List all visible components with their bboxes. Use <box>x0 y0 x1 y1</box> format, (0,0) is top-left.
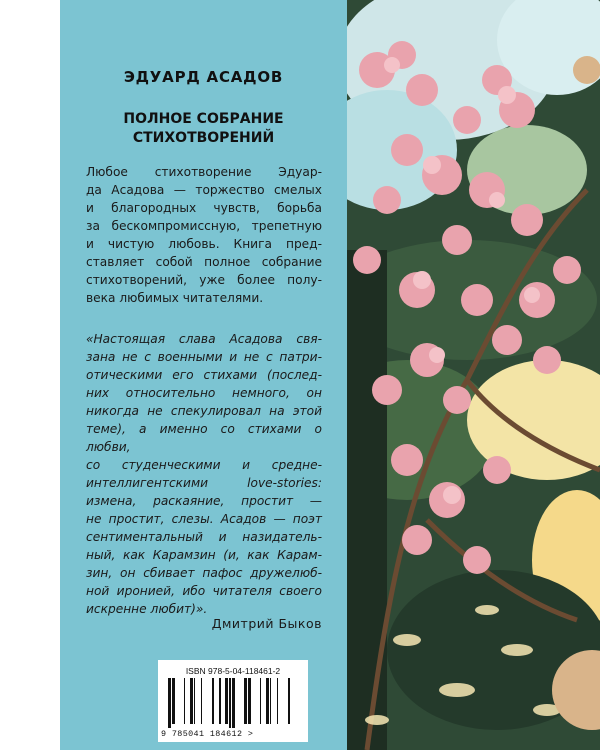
barcode-bar <box>266 678 269 724</box>
quote-line: интеллигентскими love-stories: <box>86 476 322 490</box>
quote-line: теме), а именно со стихами о любви, <box>86 422 322 454</box>
barcode-bar <box>270 678 271 724</box>
quote-line: зана не с военными и не с патри- <box>86 350 322 364</box>
quote-line: зин, он сбивает пафос дружелюб- <box>86 566 322 580</box>
blurb-line: за бескомпромиссную, трепетную <box>86 219 322 233</box>
barcode-bar <box>212 678 214 724</box>
quote-line: никогда не спекулировал на этой <box>86 404 322 418</box>
barcode-bar <box>201 678 202 724</box>
blurb-line: и благородных чувств, борьба <box>86 201 322 215</box>
barcode-bar <box>229 678 231 728</box>
barcode-bar <box>277 678 278 724</box>
book-title <box>60 110 347 148</box>
book-title-line-1: ПОЛНОЕ СОБРАНИЕ <box>123 111 284 127</box>
barcode-bar <box>184 678 185 724</box>
barcode-bar <box>260 678 261 724</box>
barcode-bar <box>248 678 251 724</box>
author-name: ЭДУАРД АСАДОВ <box>123 68 284 86</box>
blurb-line: века любимых читателями. <box>86 291 264 305</box>
barcode-icon <box>168 678 296 728</box>
barcode-digits: 9 785041 184612 > <box>161 729 254 739</box>
blurb-line: ставляет собой полное собрание <box>86 255 322 269</box>
quote-line: ной иронией, ибо читателя своего <box>86 584 322 598</box>
barcode-bar <box>168 678 171 728</box>
quote-line: измена, раскаяние, простит — <box>86 494 322 508</box>
blossom-painting-icon <box>347 0 600 750</box>
isbn-number: ISBN 978-5-04-118461-2 <box>185 666 281 676</box>
cover-illustration <box>347 0 600 750</box>
quote-line: со студенческими и средне- <box>86 458 322 472</box>
quote-line: отическими его стихами (послед- <box>86 368 322 382</box>
blurb-line: да Асадова — торжество смелых <box>86 183 322 197</box>
barcode-bar <box>232 678 235 728</box>
quote-line: «Настоящая слава Асадова свя- <box>86 332 322 346</box>
critic-quote <box>86 330 322 618</box>
barcode-label <box>158 660 308 742</box>
blurb-line: Любое стихотворение Эдуар- <box>86 165 322 179</box>
barcode-bar <box>288 678 290 724</box>
barcode-bar <box>190 678 193 724</box>
quote-attribution: Дмитрий Быков <box>211 616 322 631</box>
barcode-bar <box>219 678 221 724</box>
quote-line: ный, как Карамзин (и, как Карам- <box>86 548 322 562</box>
blurb-paragraph <box>86 163 322 307</box>
barcode-bar <box>172 678 175 724</box>
blurb-line: стихотворений, уже более полу- <box>86 273 322 287</box>
quote-line: искренне любит)». <box>86 602 208 616</box>
barcode-bar <box>194 678 195 724</box>
text-panel <box>60 0 347 750</box>
quote-line: не простит, слезы. Асадов — поэт <box>86 512 322 526</box>
quote-line: них относительно немного, он <box>86 386 322 400</box>
blurb-line: и чистую любовь. Книга пред- <box>86 237 322 251</box>
barcode-bar <box>244 678 247 724</box>
book-title-line-2: СТИХОТВОРЕНИЙ <box>132 130 275 146</box>
barcode-bar <box>225 678 228 724</box>
quote-line: сентиментальный и назидатель- <box>86 530 322 544</box>
